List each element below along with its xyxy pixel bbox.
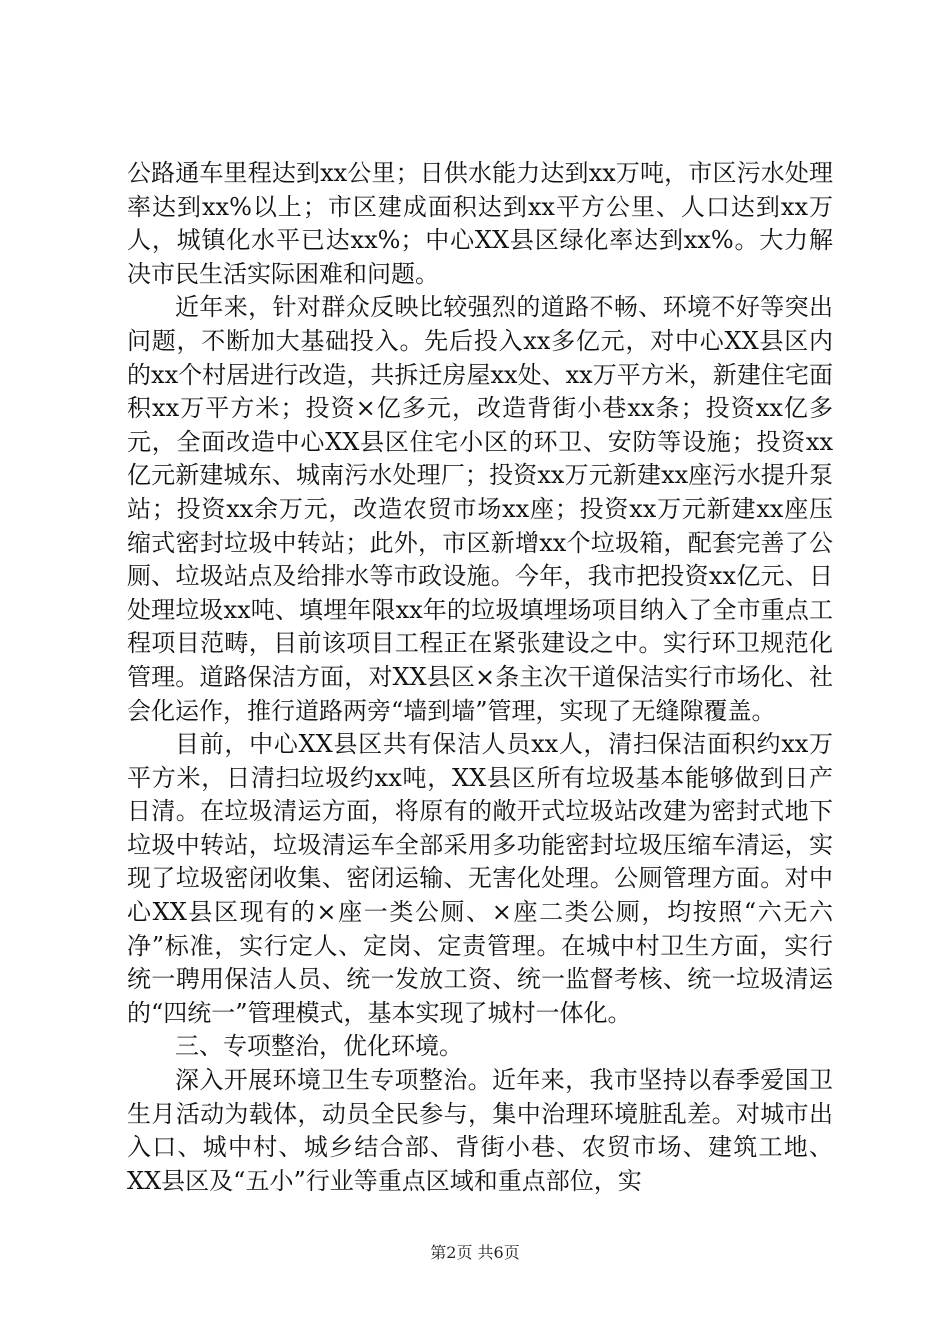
section-heading: 三、专项整治，优化环境。 <box>175 1032 463 1061</box>
paragraph-2: 近年来，针对群众反映比较强烈的道路不畅、环境不好等突出问题，不断加大基础投入。先后投入xx多亿元，对中心XX县区内的xx个村居进行改造，共拆迁房屋xx处、xx万平方米，新建住宅面积xx万平方米；投资×亿多元，改造背街小巷xx条；投资xx亿多元，全面改造中心XX县区住宅小区的环卫、安防等设施；投资xx亿元新建城东、城南污水处理厂；投资xx万元新建xx座污水提升泵站；投资xx余万元，改造农贸市场xx座；投资xx万元新建xx座压缩式密封垃圾中转站；此外，市区新增xx个垃圾箱，配套完善了公厕、垃圾站点及给排水等市政设施。今年，我市把投资xx亿元、日处理垃圾xx吨、填埋年限xx年的垃圾填埋场项目纳入了全市重点工程项目范畴，目前该项目工程正在紧张建设之中。实行环卫规范化管理。道路保洁方面，对XX县区×条主次干道保洁实行市场化、社会化运作，推行道路两旁“墙到墙”管理，实现了无缝隙覆盖。 <box>127 293 833 725</box>
paragraph-3: 目前，中心XX县区共有保洁人员xx人，清扫保洁面积约xx万平方米，日清扫垃圾约xx吨，XX县区所有垃圾基本能够做到日产日清。在垃圾清运方面，将原有的敞开式垃圾站改建为密封式地下垃圾中转站，垃圾清运车全部采用多功能密封垃圾压缩车清运，实现了垃圾密闭收集、密闭运输、无害化处理。公厕管理方面。对中心XX县区现有的×座一类公厕、×座二类公厕，均按照“六无六净”标准，实行定人、定岗、定责管理。在城中村卫生方面，实行统一聘用保洁人员、统一发放工资、统一监督考核、统一垃圾清运的“四统一”管理模式，基本实现了城村一体化。 <box>127 730 833 1027</box>
document-body <box>127 157 833 1198</box>
paragraph-4: 深入开展环境卫生专项整治。近年来，我市坚持以春季爱国卫生月活动为载体，动员全民参与，集中治理环境脏乱差。对城市出入口、城中村、城乡结合部、背街小巷、农贸市场、建筑工地、XX县区及“五小”行业等重点区域和重点部位，实 <box>127 1066 833 1195</box>
page-footer: 第2页 共6页 <box>430 1243 520 1262</box>
paragraph-1: 公路通车里程达到xx公里；日供水能力达到xx万吨，市区污水处理率达到xx%以上；市区建成面积达到xx平方公里、人口达到xx万人，城镇化水平已达xx%；中心XX县区绿化率达到xx%。大力解决市民生活实际困难和问题。 <box>127 159 833 288</box>
